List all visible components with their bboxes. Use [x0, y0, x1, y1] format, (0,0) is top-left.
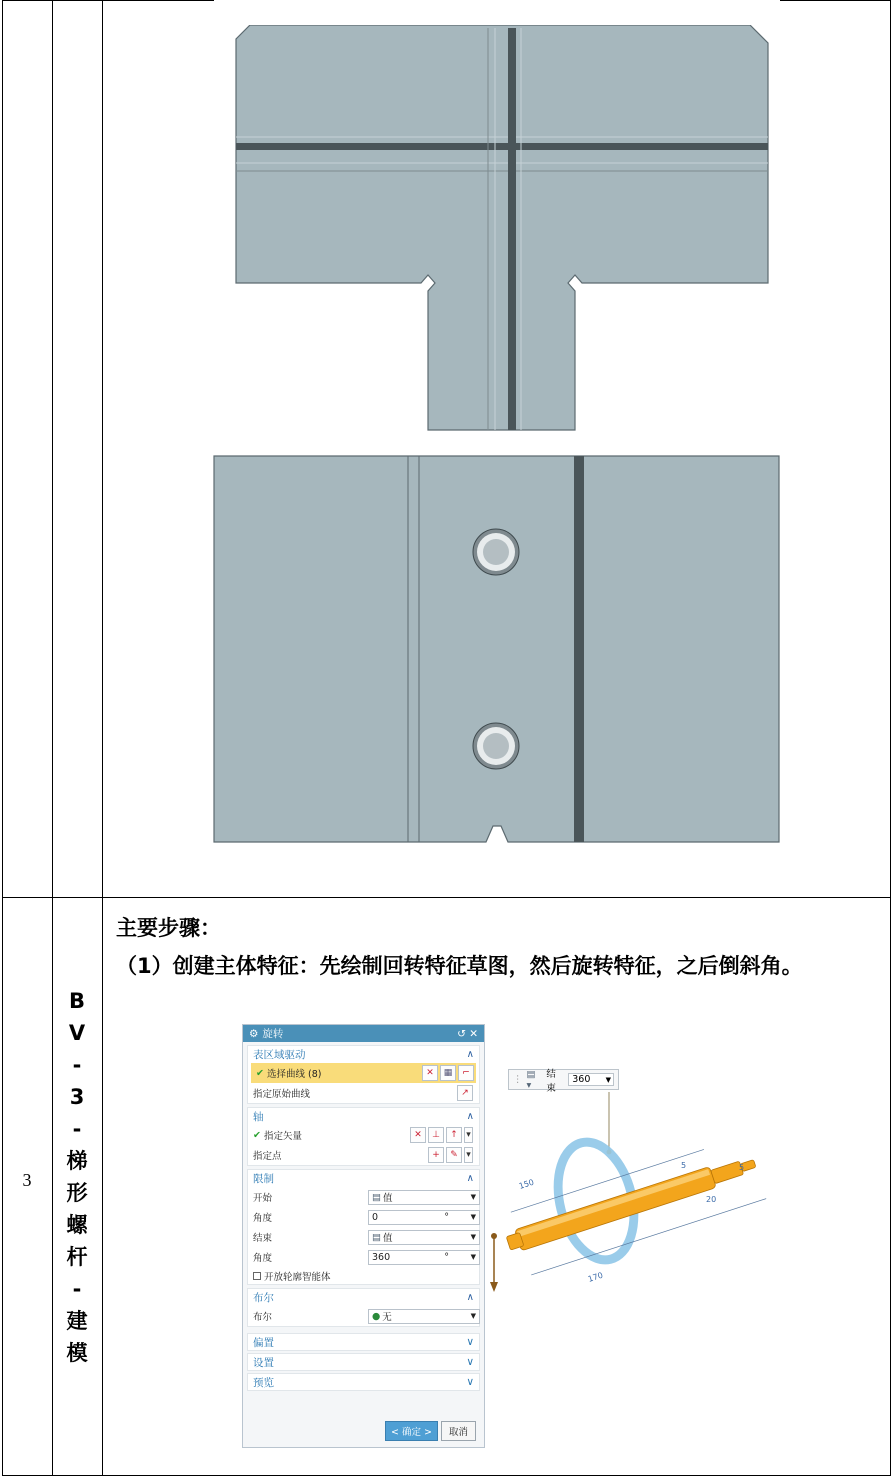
- start-row: [248, 1187, 479, 1207]
- title-char: -: [72, 1053, 82, 1077]
- dim-label: 5: [681, 1161, 687, 1170]
- chevron-down-icon: ▼: [470, 1312, 476, 1320]
- end-row: [248, 1227, 479, 1247]
- top-edge-right: [780, 0, 891, 1]
- chevron-down-icon[interactable]: ▾: [464, 1127, 473, 1143]
- boolean-row: [248, 1306, 479, 1326]
- end-tip-input[interactable]: [568, 1073, 614, 1086]
- title-char: 建: [66, 1309, 88, 1333]
- chevron-down-icon: ∨: [466, 1336, 474, 1348]
- chevron-down-icon: ▼: [605, 1076, 611, 1084]
- chevron-up-icon: ∧: [466, 1049, 474, 1060]
- end-tip-label: 结束: [546, 1068, 556, 1094]
- section-axis: [247, 1107, 480, 1166]
- title-char: 3: [69, 1085, 85, 1109]
- cancel-button[interactable]: 取消: [441, 1421, 476, 1441]
- section-offset[interactable]: [247, 1333, 480, 1351]
- value-icon: ▤: [372, 1231, 381, 1243]
- sketch-icon[interactable]: ▦: [440, 1065, 456, 1081]
- end-angle-value: 360: [372, 1251, 391, 1263]
- section-settings-label: 设置: [253, 1356, 274, 1369]
- dim-label: 20: [706, 1195, 717, 1204]
- boolean-none-icon: ●: [372, 1310, 381, 1322]
- row-divider: [2, 897, 891, 898]
- vector-dialog-icon[interactable]: ↑: [446, 1127, 462, 1143]
- start-select-value: 值: [382, 1193, 393, 1204]
- select-curve-row[interactable]: [251, 1063, 476, 1083]
- value-icon: ▤: [372, 1191, 381, 1203]
- revolve-dialog: [242, 1024, 485, 1448]
- gear-icon: ⚙: [249, 1027, 259, 1040]
- chevron-down-icon: ▼: [470, 1233, 476, 1241]
- title-char: -: [72, 1277, 82, 1301]
- open-profile-row[interactable]: [248, 1267, 479, 1284]
- start-select[interactable]: [368, 1190, 480, 1205]
- curve-pick-icon[interactable]: ↗: [457, 1085, 473, 1101]
- dialog-footer: [385, 1421, 476, 1441]
- dim-label: 170: [586, 1270, 605, 1284]
- reverse-icon[interactable]: ✕: [410, 1127, 426, 1143]
- section-drive-label: 表区域驱动: [253, 1049, 306, 1061]
- grip-icon: ⋮: [513, 1074, 523, 1085]
- section-icon[interactable]: ⌐: [458, 1065, 474, 1081]
- origin-curve-row[interactable]: [248, 1083, 479, 1103]
- chevron-down-icon: ∨: [466, 1376, 474, 1388]
- section-preview[interactable]: [247, 1373, 480, 1391]
- boolean-select-value: 无: [382, 1312, 392, 1323]
- end-angle-row: [248, 1247, 479, 1267]
- title-char: 梯: [66, 1149, 88, 1173]
- step-1-text: （1）创建主体特征：先绘制回转特征草图，然后旋转特征，之后倒斜角。: [116, 954, 803, 978]
- point-type-icon[interactable]: ✎: [446, 1147, 462, 1163]
- chevron-down-icon[interactable]: ▾: [464, 1147, 473, 1163]
- curve-rule-icon[interactable]: ✕: [422, 1065, 438, 1081]
- end-tip-value: 360: [572, 1074, 591, 1085]
- section-limits: [247, 1169, 480, 1285]
- degree-unit: °: [444, 1211, 449, 1223]
- section-axis-header[interactable]: [248, 1108, 479, 1125]
- end-angle-input[interactable]: [368, 1250, 480, 1265]
- mold-plate-top-view: [230, 25, 775, 435]
- degree-unit: °: [444, 1251, 449, 1263]
- section-boolean: [247, 1288, 480, 1327]
- start-label: 开始: [253, 1193, 273, 1204]
- section-boolean-header[interactable]: [248, 1289, 479, 1306]
- section-offset-label: 偏置: [253, 1336, 274, 1349]
- chevron-down-icon: ▼: [470, 1193, 476, 1201]
- start-angle-input[interactable]: [368, 1210, 480, 1225]
- end-angle-label: 角度: [253, 1253, 273, 1264]
- chevron-up-icon: ∧: [466, 1111, 474, 1122]
- origin-curve-label: 指定原始曲线: [253, 1089, 311, 1100]
- section-drive: [247, 1045, 480, 1104]
- end-select-value: 值: [382, 1233, 393, 1244]
- dim-label: 150: [517, 1177, 536, 1191]
- title-char: -: [72, 1117, 82, 1141]
- select-curve-label: 选择曲线 (8): [266, 1069, 322, 1080]
- point-label: 指定点: [253, 1151, 282, 1162]
- open-profile-label: 开放轮廓智能体: [264, 1271, 331, 1283]
- start-angle-row: [248, 1207, 479, 1227]
- vector-type-icon[interactable]: ⊥: [428, 1127, 444, 1143]
- dim-label: 5: [739, 1163, 745, 1172]
- chevron-up-icon: ∧: [466, 1173, 474, 1184]
- section-preview-label: 预览: [253, 1376, 274, 1389]
- vector-row[interactable]: [248, 1125, 479, 1145]
- revolve-preview-3d: [484, 1086, 784, 1326]
- end-label: 结束: [253, 1233, 273, 1244]
- title-char: 螺: [66, 1213, 88, 1237]
- section-drive-header[interactable]: [248, 1046, 479, 1063]
- title-char: 杆: [66, 1245, 88, 1269]
- chevron-down-icon: ▼: [470, 1213, 476, 1221]
- boolean-select[interactable]: [368, 1309, 480, 1324]
- section-axis-label: 轴: [253, 1111, 264, 1123]
- title-char: 模: [66, 1341, 88, 1365]
- ok-button[interactable]: < 确定 >: [385, 1421, 438, 1441]
- title-char: 形: [66, 1181, 88, 1205]
- value-icon: ▤ ▾: [526, 1068, 536, 1091]
- section-boolean-label: 布尔: [253, 1292, 274, 1304]
- point-row[interactable]: [248, 1145, 479, 1165]
- chevron-up-icon: ∧: [466, 1292, 474, 1303]
- chevron-down-icon: ▼: [470, 1253, 476, 1261]
- section-limits-label: 限制: [253, 1173, 274, 1185]
- title-char: V: [68, 1021, 86, 1045]
- open-profile-checkbox[interactable]: [253, 1272, 261, 1280]
- section-settings[interactable]: [247, 1353, 480, 1371]
- dialog-title-icons[interactable]: ↺ ✕: [457, 1027, 478, 1040]
- section-limits-header[interactable]: [248, 1170, 479, 1187]
- title-char: B: [68, 989, 85, 1013]
- dialog-title: 旋转: [262, 1028, 284, 1040]
- check-icon: ✔: [256, 1067, 264, 1079]
- point-dialog-icon[interactable]: +: [428, 1147, 444, 1163]
- row-number: 3: [22, 1170, 32, 1190]
- chevron-down-icon: ∨: [466, 1356, 474, 1368]
- mold-plate-bottom-view: [212, 454, 782, 846]
- vector-label: 指定矢量: [263, 1131, 302, 1142]
- steps-heading: 主要步骤：: [116, 916, 221, 940]
- start-angle-value: 0: [372, 1211, 379, 1223]
- end-select[interactable]: [368, 1230, 480, 1245]
- col-divider-2: [102, 0, 103, 1476]
- dialog-title-bar: [243, 1025, 484, 1042]
- check-icon: ✔: [253, 1129, 261, 1141]
- start-angle-label: 角度: [253, 1213, 273, 1224]
- vertical-title: [52, 985, 102, 1369]
- boolean-row-label: 布尔: [253, 1312, 273, 1323]
- top-edge-left: [2, 0, 214, 1]
